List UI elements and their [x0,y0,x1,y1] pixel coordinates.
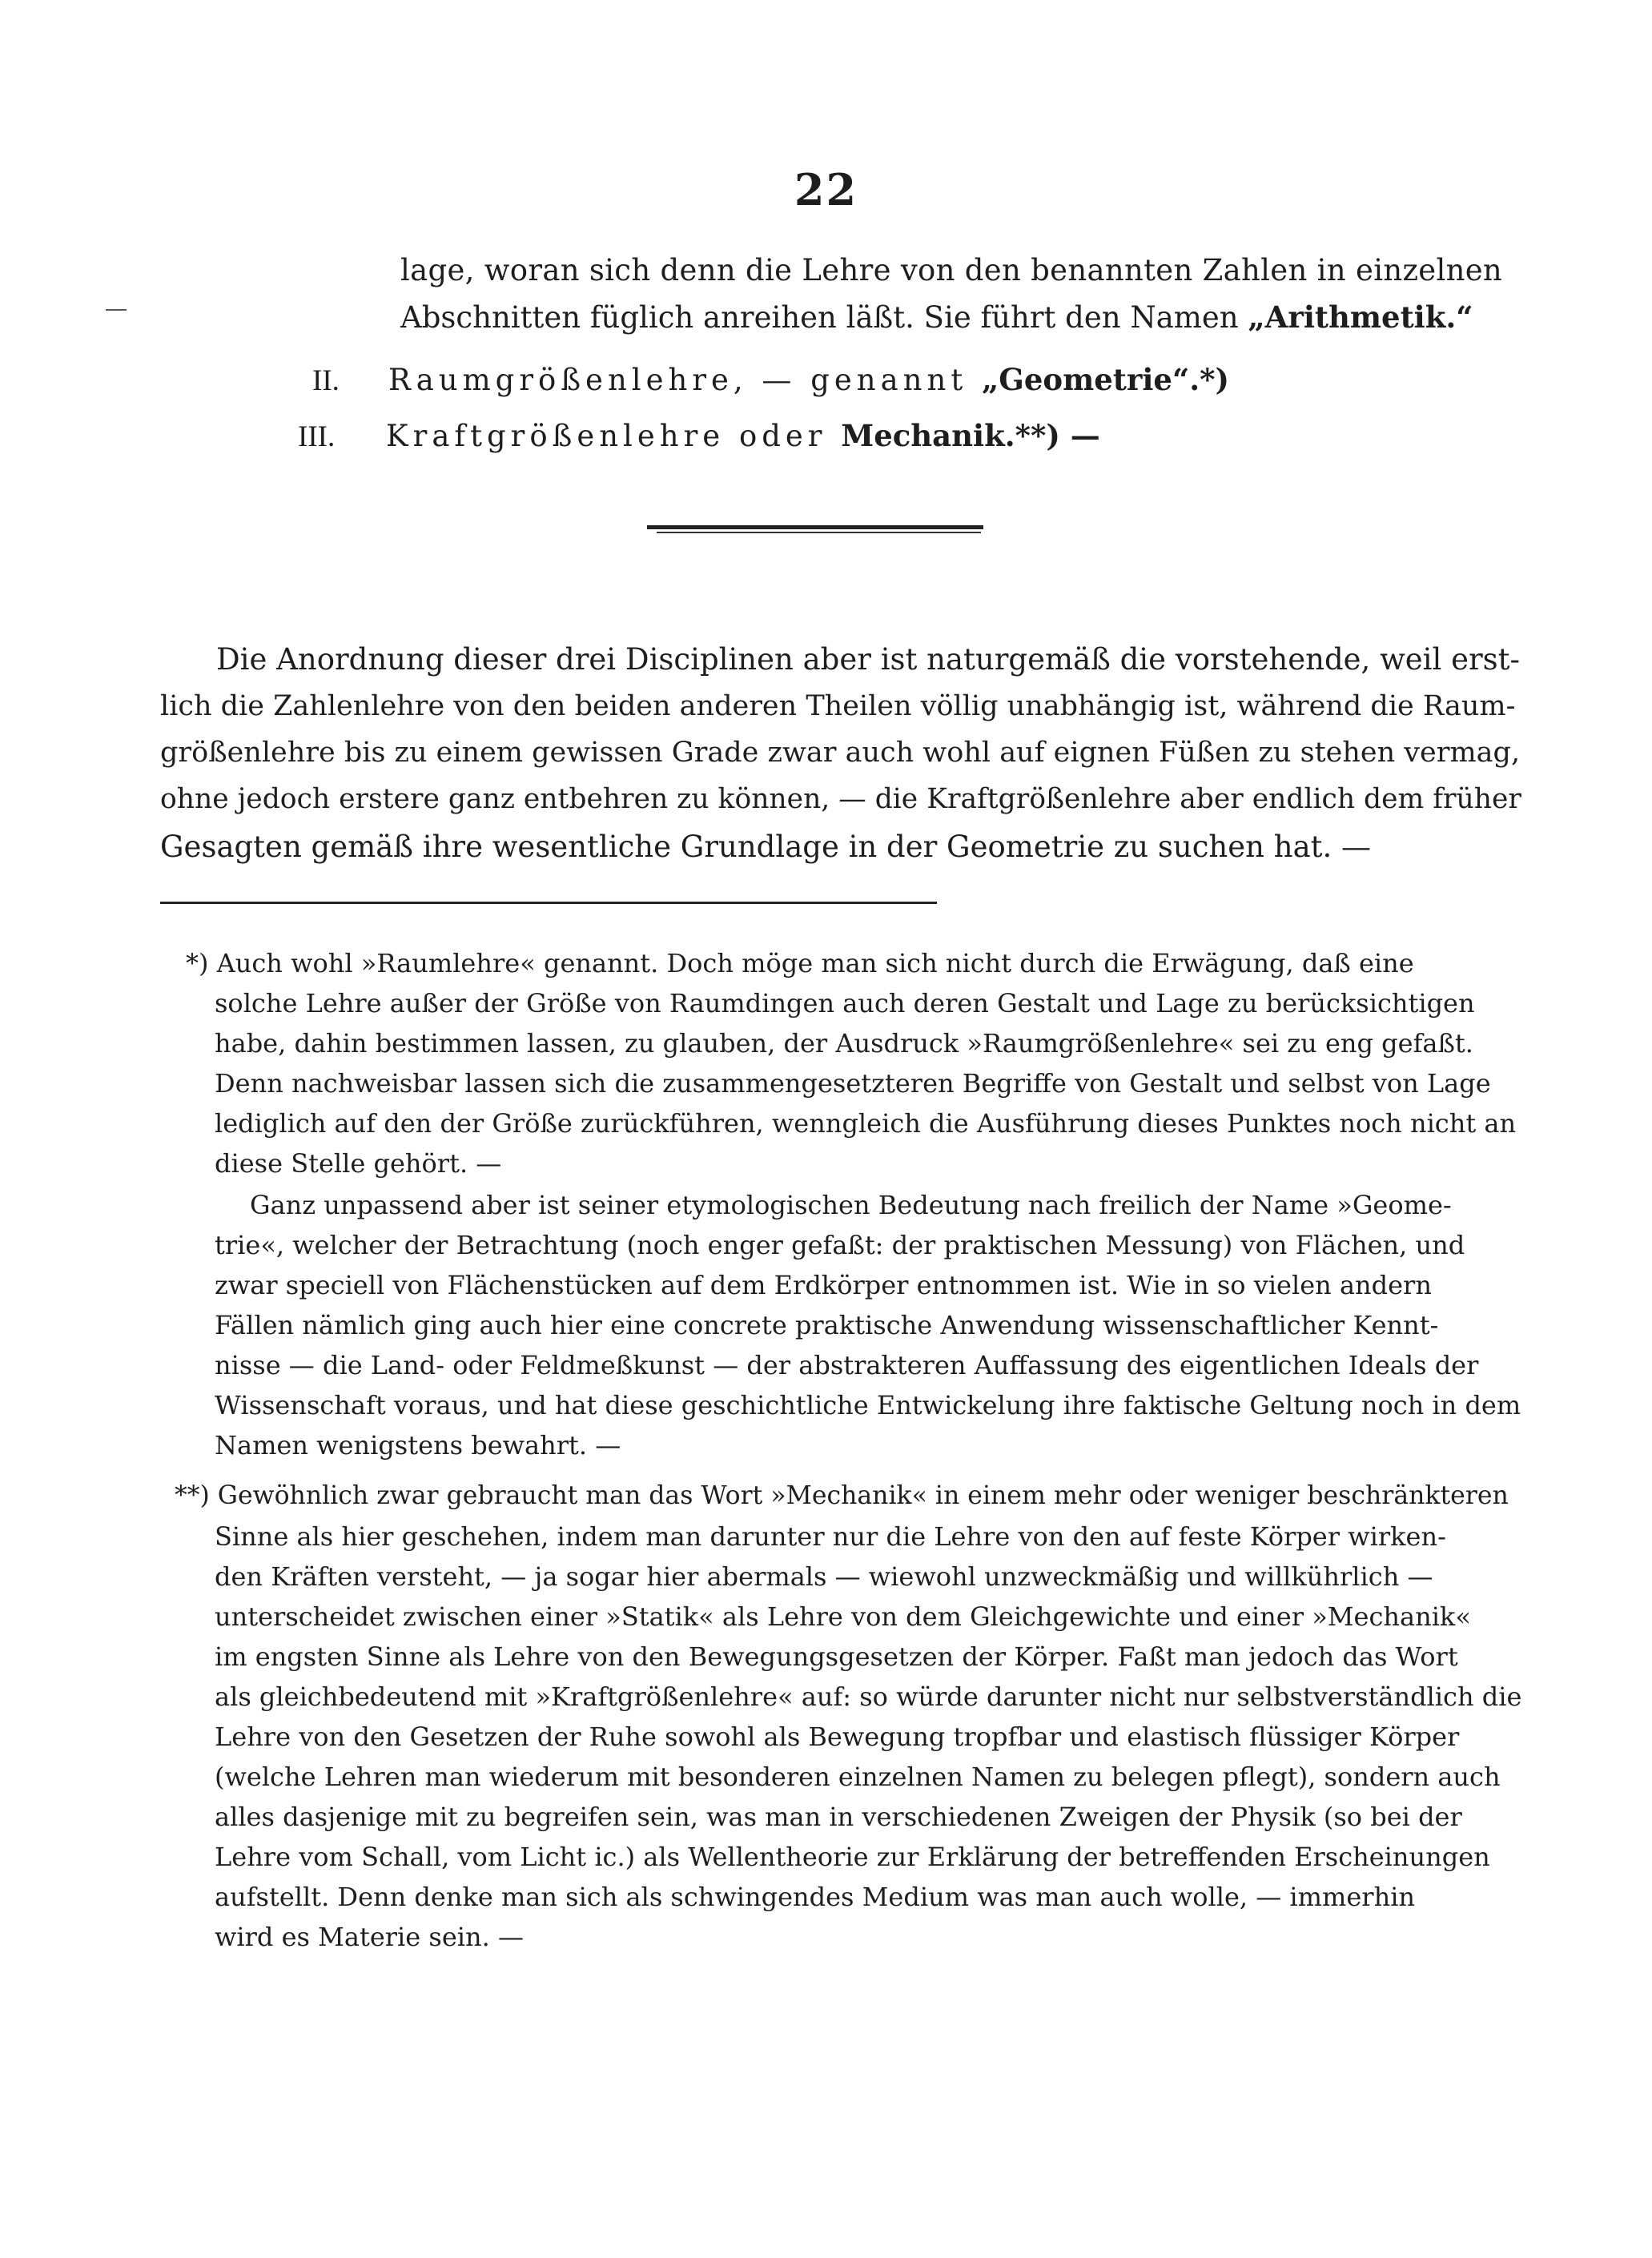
body-line: ohne jedoch erstere ganz entbehren zu können, — die Kraftgrößenlehre aber endlich dem früher [160,783,1521,815]
footnote-1-line: Fällen nämlich ging auch hier eine concrete praktische Anwendung wissenschaftlicher Kennt- [215,1310,1439,1340]
footnote-1-line: diese Stelle gehört. — [215,1148,502,1179]
footnote-1-line: trie«, welcher der Betrachtung (noch enger gefaßt: der praktischen Messung) von Flächen, und [215,1230,1465,1260]
footnote-1-line: Ganz unpassend aber ist seiner etymologischen Bedeutung nach freilich der Name »Geome- [250,1190,1452,1220]
footnote-1-line: lediglich auf den der Größe zurückführen, wenngleich die Ausführung dieses Punktes noch nicht an [215,1108,1517,1139]
footnote-1-line: solche Lehre außer der Größe von Raumdingen auch deren Gestalt und Lage zu berücksichtigen [215,988,1475,1019]
footnote-2-line: aufstellt. Denn denke man sich als schwingendes Medium was man auch wolle, — immerhin [215,1882,1416,1912]
body-line-continuation-2 [400,299,1473,335]
body-line: Die Anordnung dieser drei Disciplinen aber ist naturgemäß die vorstehende, weil erst- [216,642,1521,677]
footnote-2-line: Lehre vom Schall, vom Licht ic.) als Wellentheorie zur Erklärung der betreffenden Erscheinungen [215,1842,1490,1872]
list-number: III. [298,420,336,453]
body-line-text: Abschnitten füglich anreihen läßt. Sie führt den Namen [400,300,1248,335]
list-term: Raumgrößenlehre, — genannt [388,363,982,397]
page-number: 22 [794,164,858,215]
footnote-1-line: zwar speciell von Flächenstücken auf dem Erdkörper entnommen ist. Wie in so vielen andern [215,1270,1432,1300]
list-item-iii [298,418,1100,454]
footnote-1-line: Wissenschaft voraus, und hat diese geschichtliche Entwickelung ihre faktische Geltung noch in dem [215,1390,1521,1420]
footnote-2-line: unterscheidet zwischen einer »Statik« als Lehre von dem Gleichgewichte und einer »Mechanik« [215,1601,1471,1632]
section-divider-thin [657,532,981,533]
footnote-separator [160,902,937,904]
footnote-1-line: Denn nachweisbar lassen sich die zusammengesetzteren Begriffe von Gestalt und selbst von Lage [215,1068,1491,1099]
list-item-ii [312,362,1229,398]
section-divider [647,525,983,529]
body-line: lich die Zahlenlehre von den beiden anderen Theilen völlig unabhängig ist, während die Raum- [160,690,1516,722]
footnote-2-line: (welche Lehren man wiederum mit besonderen einzelnen Namen zu belegen pflegt), sondern auch [215,1762,1501,1792]
body-line: größenlehre bis zu einem gewissen Grade zwar auch wohl auf eignen Füßen zu stehen vermag, [160,737,1521,769]
footnote-2-line: **) Gewöhnlich zwar gebraucht man das Wort »Mechanik« in einem mehr oder weniger beschränkteren [175,1481,1509,1510]
term-mechanik: Mechanik.**) — [841,418,1100,453]
footnote-2-line: im engsten Sinne als Lehre von den Bewegungsgesetzen der Körper. Faßt man jedoch das Wort [215,1641,1458,1672]
footnote-1-line: habe, dahin bestimmen lassen, zu glauben, der Ausdruck »Raumgrößenlehre« sei zu eng gefaßt. [215,1028,1473,1059]
body-line-continuation-1: lage, woran sich denn die Lehre von den benannten Zahlen in einzelnen [400,253,1503,287]
list-number: II. [312,364,340,397]
body-line: Gesagten gemäß ihre wesentliche Grundlage in der Geometrie zu suchen hat. — [160,830,1372,864]
footnote-2-line: Lehre von den Gesetzen der Ruhe sowohl als Bewegung tropfbar und elastisch flüssiger Körper [215,1722,1460,1752]
footnote-2-line: als gleichbedeutend mit »Kraftgrößenlehre« auf: so würde darunter nicht nur selbstverständlich die [215,1681,1522,1712]
margin-mark [106,309,127,311]
list-term: Kraftgrößenlehre oder [386,419,842,453]
footnote-2-line: den Kräften versteht, — ja sogar hier abermals — wiewohl unzweckmäßig und willkührlich — [215,1561,1433,1592]
footnote-1-line: nisse — die Land- oder Feldmeßkunst — der abstrakteren Auffassung des eigentlichen Ideals der [215,1350,1479,1380]
footnote-1-line: *) Auch wohl »Raumlehre« genannt. Doch möge man sich nicht durch die Erwägung, daß eine [186,948,1414,978]
footnote-2-line: alles dasjenige mit zu begreifen sein, was man in verschiedenen Zweigen der Physik (so bei der [215,1802,1462,1832]
term-geometrie: „Geometrie“.*) [981,362,1229,397]
footnote-2-line: wird es Materie sein. — [215,1922,524,1952]
footnote-2-line: Sinne als hier geschehen, indem man darunter nur die Lehre von den auf feste Körper wirken- [215,1521,1446,1552]
footnote-1-line: Namen wenigstens bewahrt. — [215,1430,621,1460]
term-arithmetik: „Arithmetik.“ [1248,299,1473,335]
